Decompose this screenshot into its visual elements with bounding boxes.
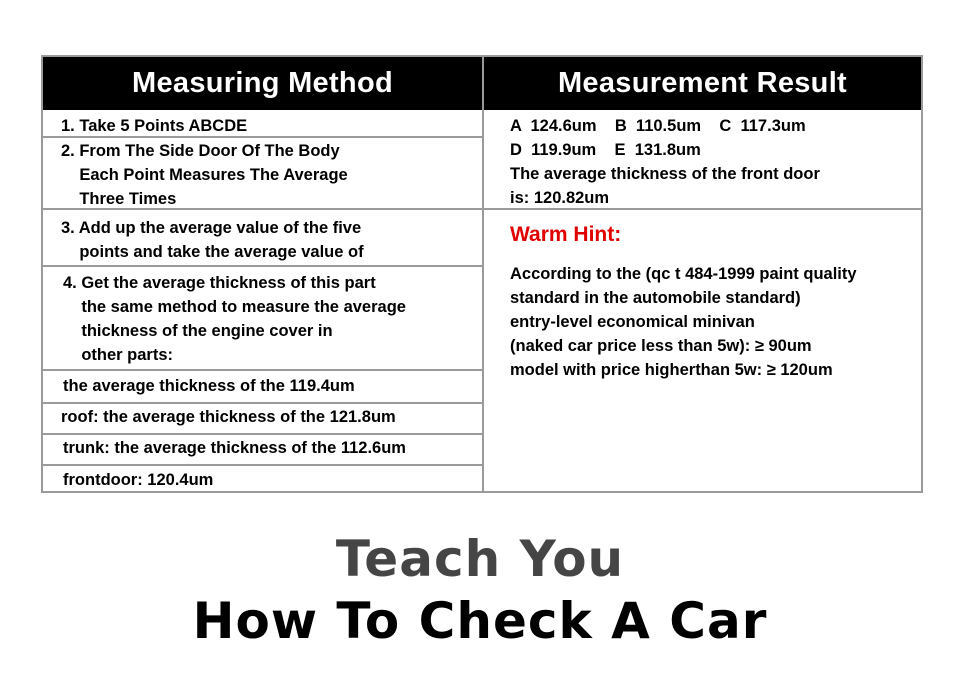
hint-line-2: standard in the automobile standard) bbox=[510, 289, 801, 307]
title-how-to-check: How To Check A Car bbox=[192, 592, 768, 650]
warm-hint-title: Warm Hint: bbox=[510, 223, 622, 246]
row-divider bbox=[43, 464, 482, 466]
method-result-roof: roof: the average thickness of the 121.8um bbox=[61, 408, 396, 426]
hint-line-1: According to the (qc t 484-1999 paint quality bbox=[510, 265, 857, 283]
result-average-label: The average thickness of the front door bbox=[510, 165, 820, 183]
row-divider bbox=[43, 402, 482, 404]
method-step-4: 4. Get the average thickness of this part the same method to measure the average thickness of the engine cover in other parts: bbox=[63, 274, 406, 364]
hint-line-4: (naked car price less than 5w): ≥ 90um bbox=[510, 337, 812, 355]
method-result-trunk: trunk: the average thickness of the 112.6um bbox=[63, 439, 406, 457]
method-result-engine-cover: the average thickness of the 119.4um bbox=[63, 377, 355, 395]
result-points-de: D 119.9um E 131.8um bbox=[510, 141, 701, 159]
method-result-frontdoor: frontdoor: 120.4um bbox=[63, 471, 214, 489]
method-step-3: 3. Add up the average value of the five points and take the average value of bbox=[61, 219, 364, 261]
title-teach-you: Teach You bbox=[335, 530, 625, 588]
hint-line-3: entry-level economical minivan bbox=[510, 313, 755, 331]
hint-line-5: model with price higherthan 5w: ≥ 120um bbox=[510, 361, 833, 379]
method-step-2: 2. From The Side Door Of The Body Each Point Measures The Average Three Times bbox=[61, 142, 348, 208]
measuring-method-header: Measuring Method bbox=[43, 57, 482, 110]
result-points-abc: A 124.6um B 110.5um C 117.3um bbox=[510, 117, 806, 135]
method-step-1: 1. Take 5 Points ABCDE bbox=[61, 117, 248, 135]
row-divider bbox=[43, 369, 482, 371]
row-divider bbox=[43, 433, 482, 435]
measurement-table bbox=[41, 55, 923, 493]
column-divider bbox=[482, 57, 484, 491]
measurement-result-header: Measurement Result bbox=[484, 57, 921, 110]
row-divider bbox=[43, 265, 482, 267]
result-average-value: is: 120.82um bbox=[510, 189, 610, 207]
